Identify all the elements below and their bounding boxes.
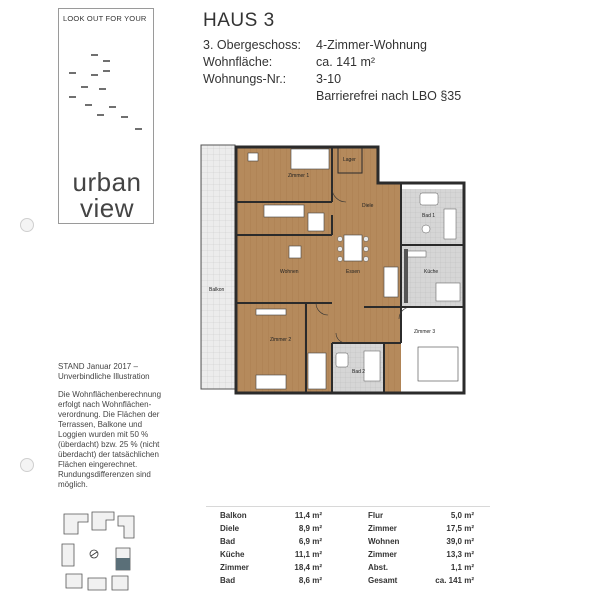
disclaimer-line: erfolgt nach Wohnflächen- (58, 400, 152, 409)
area-disclaimer (58, 390, 176, 490)
label-zimmer1: Zimmer 1 (288, 173, 310, 179)
bed-zimmer3 (418, 347, 458, 381)
label-diele: Diele (362, 203, 374, 209)
logo-tagline: LOOK OUT FOR YOUR (63, 14, 147, 23)
unit-number-label: Wohnungs-Nr.: (203, 72, 287, 86)
logo-word-view: view (79, 193, 134, 223)
area-value: 8,9 m² (298, 524, 322, 533)
area-total-label: Gesamt (368, 576, 398, 585)
label-lager: Lager (343, 157, 356, 163)
label-kueche: Küche (424, 269, 439, 275)
area-value: 11,1 m² (294, 550, 322, 559)
accessibility-note: Barrierefrei nach LBO §35 (316, 89, 462, 103)
unit-number-value: 3-10 (316, 72, 342, 86)
label-bad2: Bad 2 (352, 369, 366, 375)
area-value: 13,3 m² (446, 550, 474, 559)
balcony-area (201, 145, 235, 389)
disclaimer-line: Flächen eingerechnet. (58, 460, 138, 469)
disclaimer-line: Loggien wurden mit 50 % (58, 430, 149, 439)
apartment-type: 4-Zimmer-Wohnung (316, 38, 427, 52)
disclaimer-line: möglich. (58, 480, 88, 489)
urban-view-logo (58, 8, 154, 224)
area-name: Zimmer (220, 563, 249, 572)
floor-plan (196, 143, 472, 403)
area-value: 39,0 m² (446, 537, 474, 546)
haus-title: HAUS 3 (203, 10, 275, 31)
living-area-label: Wohnfläche: (203, 55, 273, 69)
area-name: Flur (368, 511, 384, 520)
label-bad1: Bad 1 (422, 213, 436, 219)
disclaimer-line: Die Wohnflächenberechnung (58, 390, 162, 399)
label-essen: Essen (346, 269, 360, 275)
logo-word-urban: urban (72, 167, 142, 197)
label-zimmer3: Zimmer 3 (414, 329, 436, 335)
logo-dash-pattern-icon (59, 49, 155, 139)
label-zimmer2: Zimmer 2 (270, 337, 292, 343)
label-balkon: Balkon (209, 287, 225, 293)
highlighted-haus3 (116, 558, 130, 570)
area-value: 1,1 m² (450, 563, 474, 572)
area-name: Küche (220, 550, 245, 559)
area-value: 11,4 m² (294, 511, 322, 520)
disclaimer-line: Terrassen, Balkone und (58, 420, 143, 429)
area-value: 6,9 m² (298, 537, 322, 546)
table-divider (206, 506, 490, 507)
bed-zimmer1 (291, 149, 329, 169)
site-key-map (58, 508, 138, 594)
label-wohnen: Wohnen (280, 269, 299, 275)
area-name: Zimmer (368, 524, 397, 533)
area-total-value: ca. 141 m² (435, 576, 474, 585)
disclaimer-line: Rundungsdifferenzen sind (58, 470, 151, 479)
disclaimer-line: (überdacht) bzw. 25 % (nicht (58, 440, 160, 449)
floor-label: 3. Obergeschoss: (203, 38, 301, 52)
living-area-value: ca. 141 m² (316, 55, 376, 69)
bed-zimmer2 (256, 375, 286, 389)
stand-note (58, 362, 176, 382)
disclaimer-line: verordnung. Die Flächen der (58, 410, 160, 419)
area-name: Bad (220, 576, 236, 585)
area-value: 5,0 m² (450, 511, 474, 520)
area-name: Abst. (368, 563, 388, 572)
punch-hole-bottom (20, 458, 34, 472)
punch-hole-top (20, 218, 34, 232)
area-name: Zimmer (368, 550, 397, 559)
area-name: Bad (220, 537, 236, 546)
area-name: Wohnen (368, 537, 400, 546)
stand-line-2: Unverbindliche Illustration (58, 372, 150, 381)
area-value: 8,6 m² (298, 576, 322, 585)
stand-line-1: STAND Januar 2017 – (58, 362, 138, 371)
area-name: Diele (220, 524, 240, 533)
disclaimer-line: überdacht) der tatsächlichen (58, 450, 159, 459)
area-value: 18,4 m² (294, 563, 322, 572)
area-name: Balkon (220, 511, 247, 520)
area-value: 17,5 m² (446, 524, 474, 533)
